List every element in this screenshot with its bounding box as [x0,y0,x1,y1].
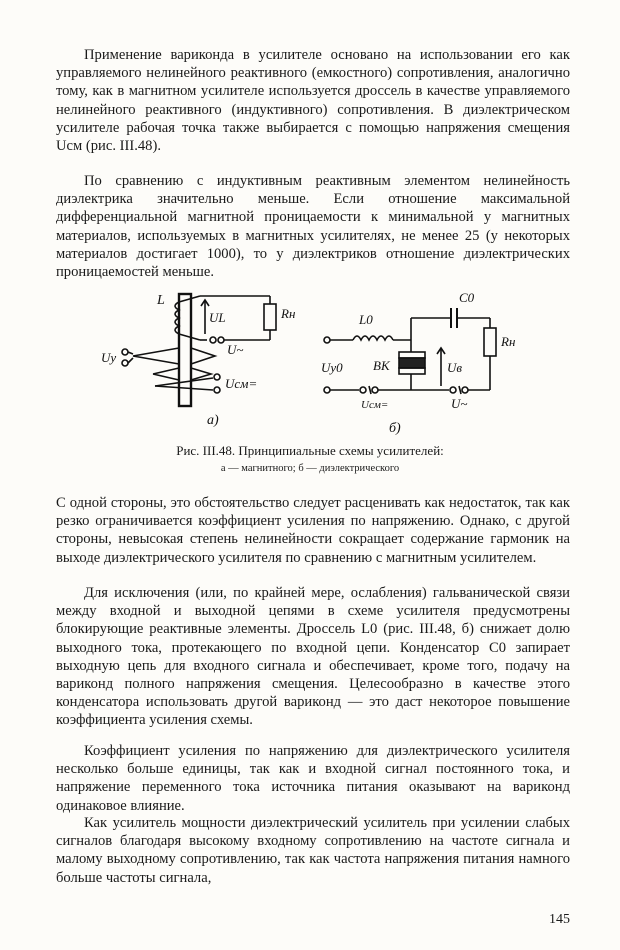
wire [179,334,200,340]
bias-wire-2 [155,386,213,390]
label-rn-b: Rн [501,334,516,349]
paragraph-4-text: Для исключения (или, по крайней мере, ослабления) гальванической связи между входной и выходной цепями в схеме усилителя предусмотрены блокирующие реактивные элементы. Дроссель L0 (рис. III.48, б) снижает долю выходного тока, протекающего по входной цепи. Конденсатор C0 запирает выходную цепь для входного сигнала и обеспечивает, кроме того, подачу на вариконд полного напряжения смещения. Целесообразно в качестве этого конденсатора использовать другой вариконд — это даст некоторое повышение коэффициента усиления схемы. [56,585,570,729]
wire [179,296,200,302]
varicond-plate-1 [399,352,425,358]
load-resistor-b [484,328,496,356]
figure-iii-48 [95,288,525,438]
paragraph-4 [56,584,570,730]
terminal [210,337,216,343]
label-uv: Uв [447,360,463,375]
terminal [218,337,224,343]
label-uy: Uу [101,350,117,365]
label-panel-a: а) [207,413,219,428]
label-rn-a: Rн [281,306,296,321]
wire [128,358,133,363]
label-l0: L0 [359,312,373,327]
paragraph-5 [56,742,570,815]
terminal [214,374,220,380]
label-panel-b: б) [389,421,401,436]
label-u-ac-a: U~ [227,342,244,357]
paragraph-3 [56,494,570,567]
choke-l0 [353,336,393,340]
terminal [450,387,456,393]
control-winding-1 [133,348,179,364]
label-c0: C0 [459,290,475,305]
wire [369,386,371,394]
varicond-plate-2 [399,368,425,374]
terminal [324,387,330,393]
paragraph-6 [56,814,570,887]
control-winding-2 [153,368,179,380]
terminal [372,387,378,393]
label-ul: UL [209,310,226,325]
terminal [214,387,220,393]
label-l: L [157,293,165,308]
varicond-dielectric [399,358,425,368]
page-number: 145 [549,912,570,927]
wire [128,352,133,354]
magnetic-core [179,294,191,406]
paragraph-2-text: По сравнению с индуктивным реактивным элементом нелинейность диэлектрика значительно меньше. Если отношение максимальной дифференциальной магнитной проницаемости к минимальной у магнитных материалов, используемых в магнитных усилителях, не менее 25 (у некоторых материалов достигает 1000), то у диэлектриков отношение диэлектрических проницаемостей меньше. [56,173,570,281]
terminal [462,387,468,393]
wire [459,386,461,394]
circuit-diagrams [95,288,525,438]
label-uy0: Uу0 [321,360,343,375]
load-resistor-a [264,304,276,330]
terminal [324,337,330,343]
terminal [122,360,128,366]
paragraph-6-text: Как усилитель мощности диэлектрический усилитель при усилении слабых сигналов благодаря высокому входному сопротивлению на частоте сигнала и малому выходному сопротивлению, так как частота напряжения питания намного больше частоты сигнала, [56,815,570,886]
bias-wire-1 [155,378,213,386]
label-ucm-b: Uсм= [361,399,389,411]
label-ucm-a: Uсм= [225,376,258,391]
figure-caption-subtitle: а — магнитного; б — диэлектрического [220,463,400,474]
label-vk: ВК [373,358,390,373]
paragraph-1-text: Применение вариконда в усилителе основано на использовании его как управляемого нелинейного реактивного (емкостного) сопротивления, аналогично тому, как в магнитном усилителе используется дроссель в качестве управляемого нелинейного реактивного (индуктивного) сопротивления. В диэлектрическом усилителе рабочая точка также выбирается с помощью напряжения смещения Uсм (рис. III.48). [56,47,570,155]
paragraph-1 [56,46,570,155]
figure-caption-title: Рис. III.48. Принципиальные схемы усилителей: [176,443,444,458]
paragraph-2 [56,172,570,281]
control-winding-1b [191,348,215,364]
paragraph-5-text: Коэффициент усиления по напряжению для диэлектрического усилителя несколько больше единицы, так как и входной сигнал постоянного тока, и напряжение переменного тока источника питания оказывают на вариконд одинаковое влияние. [56,743,570,814]
label-u-ac-b: U~ [451,396,468,411]
terminal [122,349,128,355]
paragraph-3-text: С одной стороны, это обстоятельство следует расценивать как недостаток, так как резко ограничивается коэффициент усиления по напряжению. Однако, с другой стороны, невысокая степень нелинейности сокращает содержание гармоник на выходе диэлектрического усилителя по сравнению с магнитным усилителем. [56,495,570,566]
terminal [360,387,366,393]
